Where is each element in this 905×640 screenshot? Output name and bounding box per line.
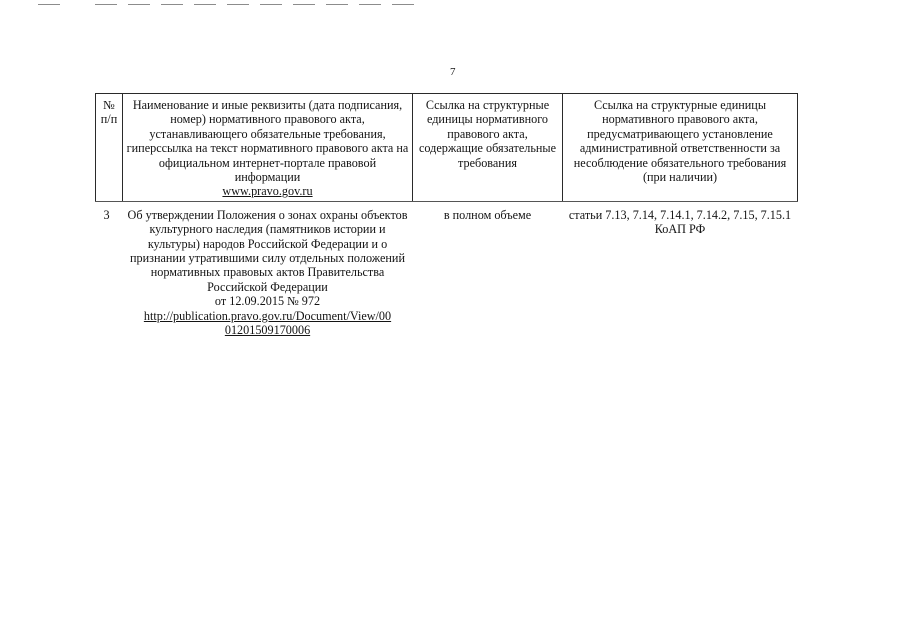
scan-edge-line: [392, 4, 414, 5]
act-title: Об утверждении Положения о зонах охраны объектов культурного наследия (памятников истории и культуры) народов Российской Федерации и о признании утратившими силу отдельных положений нормативных правовых актов Правительства Российской Федерации: [127, 207, 408, 294]
scan-edge-line: [359, 4, 381, 5]
header-act-name-text: Наименование и иные реквизиты (дата подписания, номер) нормативного правового акта, устанавливающего обязательные требования, гиперссылка на текст нормативного правового акта на официальном интернет-портале правовой информации: [126, 98, 409, 185]
table-row: [96, 201, 798, 339]
scan-edge-line: [326, 4, 348, 5]
row-number: 3: [103, 207, 110, 222]
header-structural-units: Ссылка на структурные единицы нормативного правового акта, содержащие обязательные требования: [413, 94, 563, 202]
scan-edge-line: [194, 4, 216, 5]
scan-edge-line: [38, 4, 60, 5]
act-hyperlink-part1[interactable]: http://publication.pravo.gov.ru/Document/View/00: [143, 308, 392, 323]
row-liability-units: статьи 7.13, 7.14, 7.14.1, 7.14.2, 7.15, 7.15.1 КоАП РФ: [568, 207, 792, 237]
scan-edge-line: [293, 4, 315, 5]
scan-edge-line: [260, 4, 282, 5]
header-act-name: [123, 94, 413, 202]
header-site-link: www.pravo.gov.ru: [222, 184, 313, 199]
scan-edge-line: [161, 4, 183, 5]
header-num: № п/п: [96, 94, 123, 202]
scan-edge-line: [227, 4, 249, 5]
act-hyperlink[interactable]: [144, 309, 391, 337]
scan-edge-line: [95, 4, 117, 5]
requirements-table: [95, 93, 798, 340]
header-liability-units: Ссылка на структурные единицы нормативного правового акта, предусматривающего установление административной ответственности за несоблюдение обязательного требования (при наличии): [563, 94, 798, 202]
page-number: 7: [450, 66, 456, 78]
scan-edge-line: [128, 4, 150, 5]
row-act-name: [123, 201, 413, 339]
act-hyperlink-part2[interactable]: 01201509170006: [224, 323, 311, 338]
act-date: от 12.09.2015 № 972: [214, 294, 321, 309]
row-structural-units: в полном объеме: [443, 207, 532, 222]
table-header-row: [96, 94, 798, 202]
